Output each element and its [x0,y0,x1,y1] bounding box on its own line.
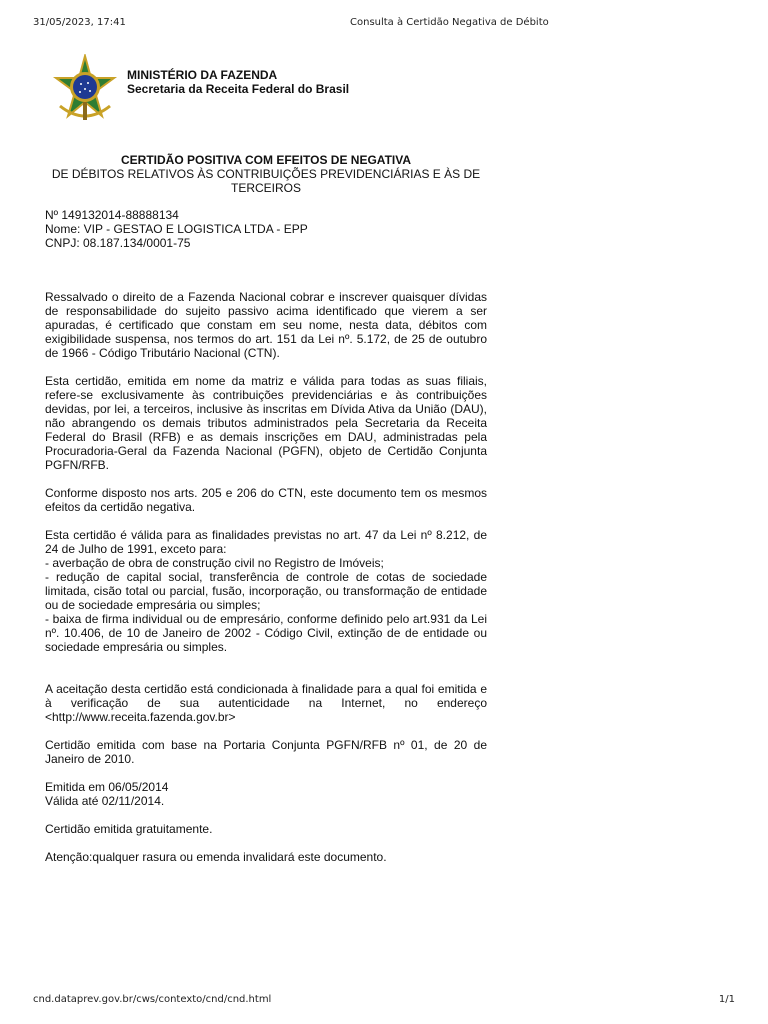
company-cnpj: CNPJ: 08.187.134/0001-75 [45,236,191,250]
valid-until: Válida até 02/11/2014. [45,794,165,808]
certificate-body [45,290,487,878]
identification-block [45,208,308,250]
title-line-1: CERTIDÃO POSITIVA COM EFEITOS DE NEGATIVA [120,153,412,167]
agency-header [127,68,349,96]
print-footer [0,994,768,1008]
exception-item: - averbação de obra de construção civil no Registro de Imóveis; [45,556,384,570]
coat-of-arms-icon [50,54,120,124]
paragraph-free: Certidão emitida gratuitamente. [45,822,213,836]
validity-intro: Esta certidão é válida para as finalidades previstas no art. 47 da Lei nº 8.212, de 24 de Julho de 1991, exceto para: [45,528,487,556]
exception-item: - redução de capital social, transferência de controle de cotas de sociedade limitada, cisão total ou parcial, fusão, incorporação, ou transformação de entidade ou de sociedade empresária ou simples; [45,570,487,612]
exception-item: - baixa de firma individual ou de empresário, conforme definido pelo art.931 da Lei nº. 10.406, de 10 de Janeiro de 2002 - Código Civil, extinção de de entidade ou sociedade empresária ou simples. [45,612,487,654]
print-url: cnd.dataprev.gov.br/cws/contexto/cnd/cnd.html [33,994,272,1005]
certificate-number: Nº 149132014-88888134 [45,208,179,222]
paragraph-authenticity: A aceitação desta certidão está condicionada à finalidade para a qual foi emitida e à verificação de sua autenticidade na Internet, no endereço <http://www.receita.fazenda.gov.br> [45,682,487,724]
print-header [0,17,768,31]
paragraph-validity [45,528,487,654]
paragraph-effects: Conforme disposto nos arts. 205 e 206 do CTN, este documento tem os mesmos efeitos da certidão negativa. [45,486,487,514]
secretariat-name: Secretaria da Receita Federal do Brasil [127,82,350,96]
paragraph-rights: Ressalvado o direito de a Fazenda Nacional cobrar e inscrever quaisquer dívidas de responsabilidade do sujeito passivo acima identificado que vierem a ser apuradas, é certificado que constam em seu nome, nesta data, débitos com exigibilidade suspensa, nos termos do art. 151 da Lei nº. 5.172, de 25 de outubro de 1966 - Código Tributário Nacional (CTN). [45,290,487,360]
print-datetime: 31/05/2023, 17:41 [33,17,126,28]
company-name: Nome: VIP - GESTAO E LOGISTICA LTDA - EPP [45,222,308,236]
print-page-title: Consulta à Certidão Negativa de Débito [350,17,549,28]
paragraph-scope: Esta certidão, emitida em nome da matriz e válida para todas as suas filiais, refere-se exclusivamente às contribuições previdenciárias e às contribuições devidas, por lei, a terceiros, inclusive às inscritas em Dívida Ativa da União (DAU), não abrangendo os demais tributos administrados pela Secretaria da Receita Federal do Brasil (RFB) e as demais inscrições em DAU, administradas pela Procuradoria-Geral da Fazenda Nacional (PGFN), objeto de Certidão Conjunta PGFN/RFB. [45,374,487,472]
print-page-number: 1/1 [718,994,735,1005]
issued-date: Emitida em 06/05/2014 [45,780,169,794]
paragraph-legal-basis: Certidão emitida com base na Portaria Conjunta PGFN/RFB nº 01, de 20 de Janeiro de 2010. [45,738,487,766]
title-line-2: DE DÉBITOS RELATIVOS ÀS CONTRIBUIÇÕES PREVIDENCIÁRIAS E ÀS DE TERCEIROS [51,167,481,195]
paragraph-dates [45,780,487,808]
paragraph-warning: Atenção:qualquer rasura ou emenda invalidará este documento. [45,850,387,864]
ministry-name: MINISTÉRIO DA FAZENDA [127,68,278,82]
certificate-title [45,153,487,195]
